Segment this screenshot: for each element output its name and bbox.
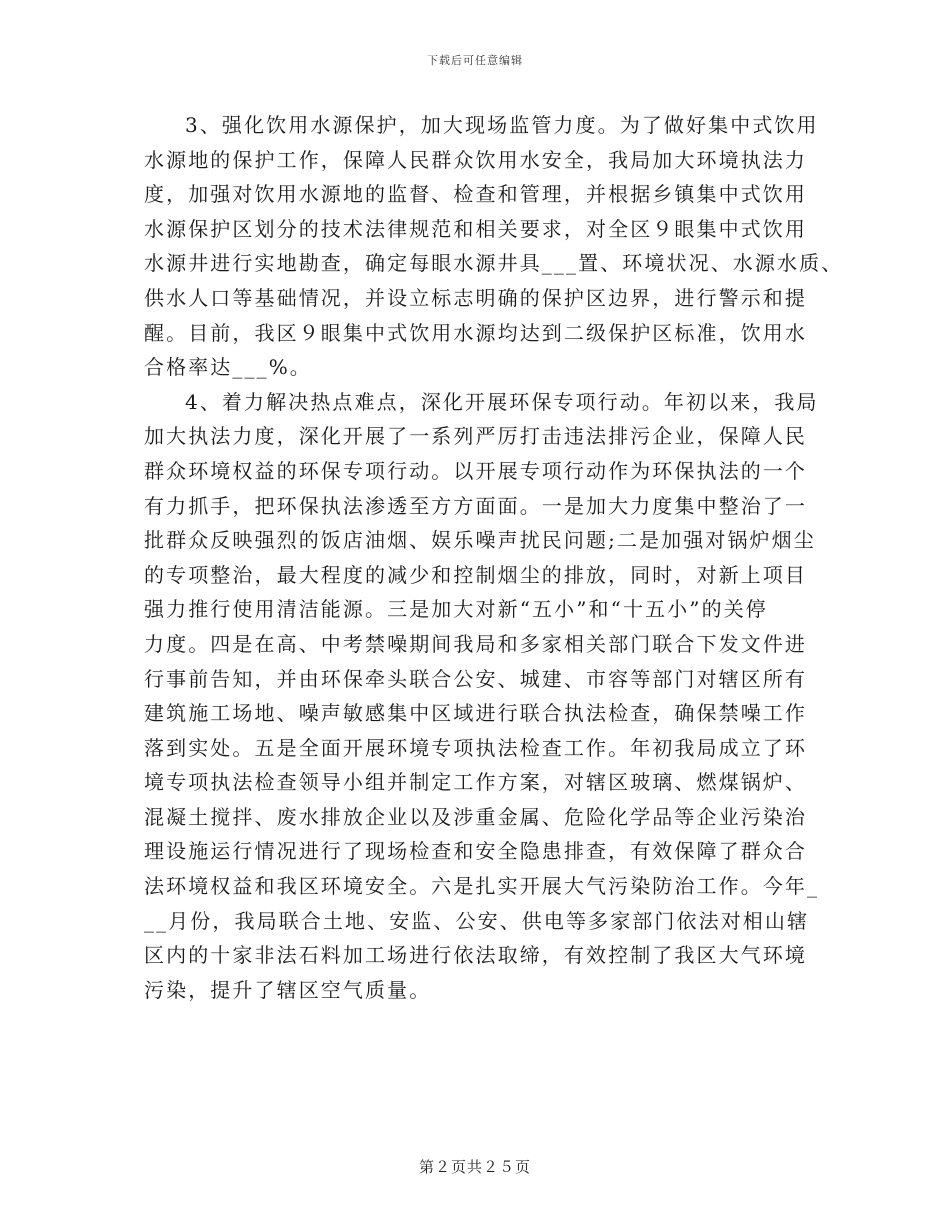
text-line: 强力推行使用清洁能源。三是加大对新“五小”和“十五小”的关停 xyxy=(144,597,768,622)
text-line: 群众环境权益的环保专项行动。以开展专项行动作为环保执法的一个 xyxy=(144,458,807,483)
text-line: 法环境权益和我区环境安全。六是扎实开展大气污染防治工作。今年_ xyxy=(144,874,820,899)
text-line: 水源地的保护工作，保障人民群众饮用水安全，我局加大环境执法力 xyxy=(144,147,807,172)
text-line: 醒。目前，我区９眼集中式饮用水源均达到二级保护区标准，饮用水 xyxy=(144,320,807,345)
text-line: 4、着力解决热点难点，深化开展环保专项行动。年初以来，我局 xyxy=(185,389,819,414)
text-line: 水源井进行实地勘查，确定每眼水源井具___置、环境状况、水源水质、 xyxy=(144,251,844,276)
text-line: 加大执法力度，深化开展了一系列严厉打击违法排污企业，保障人民 xyxy=(144,424,807,449)
text-line: 区内的十家非法石料加工场进行依法取缔，有效控制了我区大气环境 xyxy=(144,943,807,968)
text-line: 水源保护区划分的技术法律规范和相关要求，对全区９眼集中式饮用 xyxy=(144,216,807,241)
text-line: 境专项执法检查领导小组并制定工作方案，对辖区玻璃、燃煤锅炉、 xyxy=(144,770,807,795)
text-line: 合格率达___%。 xyxy=(144,355,312,380)
text-line: 有力抓手，把环保执法渗透至方方面面。一是加大力度集中整治了一 xyxy=(144,493,807,518)
document-body xyxy=(144,108,844,1007)
paragraph-3 xyxy=(144,108,844,385)
text-line: 度，加强对饮用水源地的监督、检查和管理，并根据乡镇集中式饮用 xyxy=(144,182,807,207)
text-line: 落到实处。五是全面开展环境专项执法检查工作。年初我局成立了环 xyxy=(144,735,807,760)
text-line: 污染，提升了辖区空气质量。 xyxy=(144,977,432,1002)
text-line: 混凝土搅拌、废水排放企业以及涉重金属、危险化学品等企业污染治 xyxy=(144,804,807,829)
text-line: 建筑施工场地、噪声敏感集中区域进行联合执法检查，确保禁噪工作 xyxy=(144,701,807,726)
page-header: 下载后可任意编辑 xyxy=(427,54,523,67)
text-line: __月份，我局联合土地、安监、公安、供电等多家部门依法对相山辖 xyxy=(144,908,810,933)
text-line: 批群众反映强烈的饭店油烟、娱乐噪声扰民问题;二是加强对锅炉烟尘 xyxy=(144,528,816,553)
text-line: 理设施运行情况进行了现场检查和安全隐患排查，有效保障了群众合 xyxy=(144,839,807,864)
text-line: 的专项整治，最大程度的减少和控制烟尘的排放，同时，对新上项目 xyxy=(144,562,807,587)
text-line: 3、强化饮用水源保护，加大现场监管力度。为了做好集中式饮用 xyxy=(185,113,819,137)
text-line: 力度。四是在高、中考禁噪期间我局和多家相关部门联合下发文件进 xyxy=(144,631,807,656)
text-line: 供水人口等基础情况，并设立标志明确的保护区边界，进行警示和提 xyxy=(144,285,807,310)
paragraph-4 xyxy=(144,385,820,1008)
page-footer: 第２页共２５页 xyxy=(418,1158,531,1176)
text-line: 行事前告知，并由环保牵头联合公安、城建、市容等部门对辖区所有 xyxy=(144,666,807,691)
